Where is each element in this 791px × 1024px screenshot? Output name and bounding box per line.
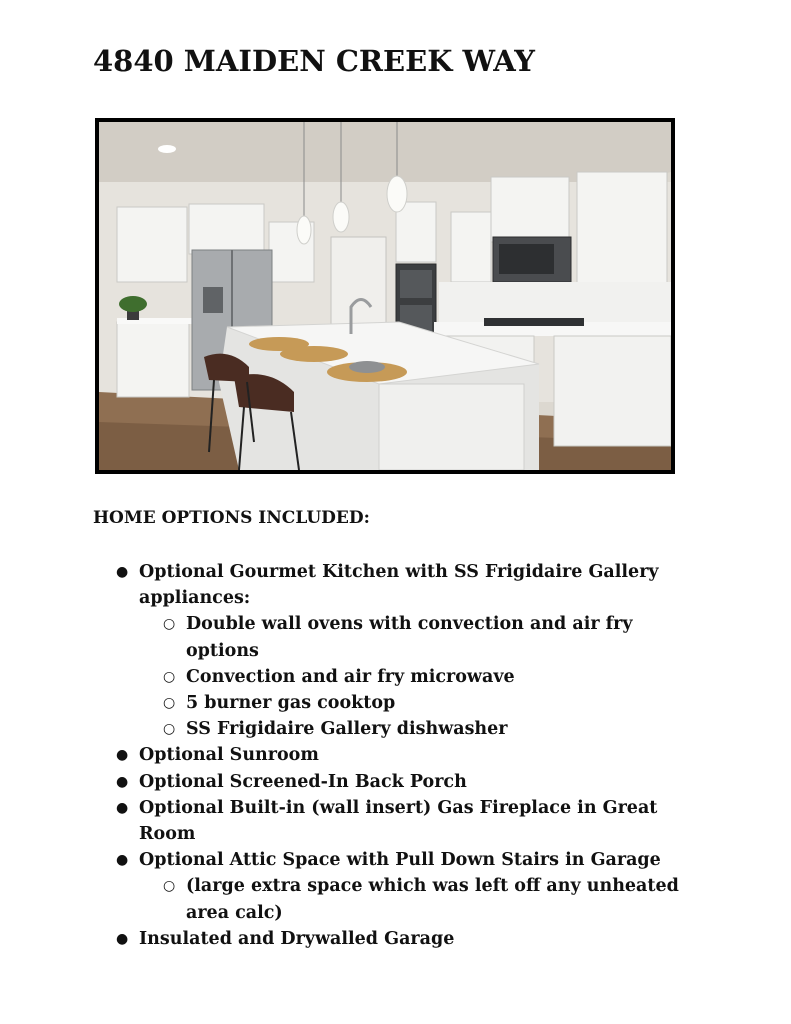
bullet-icon: ● (116, 747, 129, 764)
sub-list-item (163, 611, 699, 663)
sub-list-item (163, 873, 699, 925)
list-item (116, 559, 699, 742)
sub-list-item-text: 5 burner gas cooktop (186, 693, 396, 714)
sub-list-item-text: Convection and air fry microwave (186, 666, 515, 687)
hollow-bullet-icon: ○ (163, 721, 176, 738)
sub-list (139, 611, 699, 742)
bullet-icon: ● (116, 773, 129, 790)
list-item (116, 742, 699, 768)
bullet-icon: ● (116, 564, 129, 580)
sub-list-item (163, 664, 699, 690)
sub-list-item (163, 690, 699, 716)
list-item (116, 795, 699, 847)
hollow-bullet-icon: ○ (163, 695, 176, 712)
hollow-bullet-icon: ○ (163, 616, 176, 633)
sub-list-item-text: SS Frigidaire Gallery dishwasher (186, 719, 508, 740)
sub-list (139, 873, 699, 925)
list-item (116, 847, 699, 926)
list-item-text: Optional Screened-In Back Porch (139, 771, 467, 792)
list-item (116, 926, 699, 952)
options-list (116, 559, 699, 952)
bullet-icon: ● (116, 799, 129, 816)
sub-list-item (163, 716, 699, 742)
list-item-text: Optional Attic Space with Pull Down Stairs in Garage (139, 850, 661, 871)
page-title: 4840 MAIDEN CREEK WAY (93, 44, 535, 78)
sub-list-item-text: Double wall ovens with convection and air fry options (186, 614, 633, 661)
list-item-text: Optional Built-in (wall insert) Gas Fireplace in Great Room (139, 797, 658, 845)
sub-list-item-text: (large extra space which was left off any unheated area calc) (186, 876, 679, 923)
list-item (116, 769, 699, 795)
list-item-text: Insulated and Drywalled Garage (139, 928, 455, 949)
hollow-bullet-icon: ○ (163, 668, 176, 685)
list-item-text: Optional Gourmet Kitchen with SS Frigidaire Gallery appliances: (139, 562, 659, 609)
hollow-bullet-icon: ○ (163, 878, 176, 895)
bullet-icon: ● (116, 852, 129, 869)
section-heading: HOME OPTIONS INCLUDED: (93, 508, 370, 528)
bullet-icon: ● (116, 930, 129, 947)
list-item-text: Optional Sunroom (139, 745, 319, 766)
kitchen-photo (95, 118, 675, 474)
